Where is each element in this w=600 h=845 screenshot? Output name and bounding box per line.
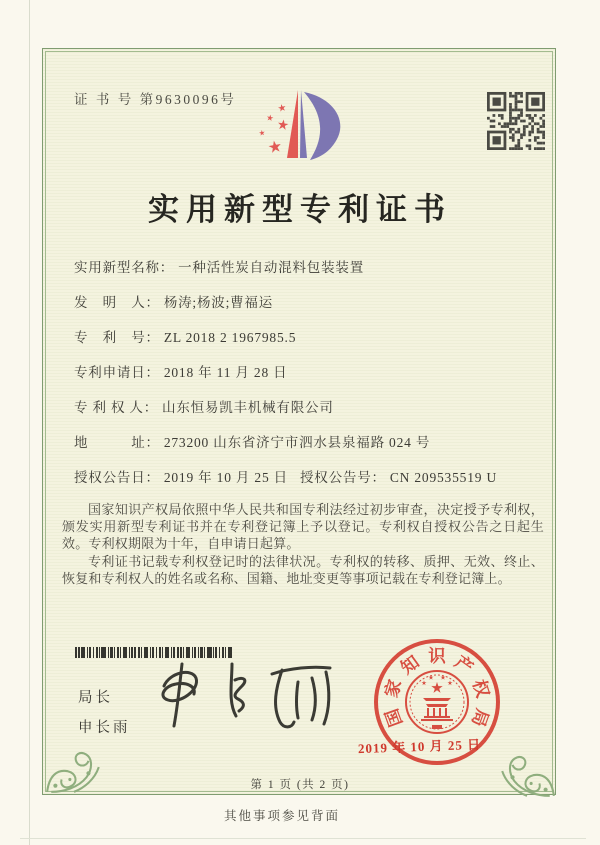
grant-number-pair (300, 468, 497, 488)
seal-date: 2019 年 10 月 25 日 (357, 736, 482, 757)
field-label: 专 利 号： (74, 330, 160, 345)
field-row-filing-date (74, 363, 544, 398)
field-row-patentee (74, 398, 544, 433)
field-value: 山东恒易凯丰机械有限公司 (162, 400, 334, 415)
logo-stars-icon (259, 103, 289, 153)
field-row-grant (74, 468, 544, 503)
field-label: 专 利 权 人： (74, 400, 159, 415)
cnipa-logo-icon (247, 80, 367, 180)
certificate-title: 实用新型专利证书 (148, 192, 452, 227)
field-row-patent-number (74, 328, 544, 363)
field-value: 273200 山东省济宁市泗水县泉福路 024 号 (163, 435, 431, 450)
seal-char: 识 (428, 646, 446, 666)
page-number: 第 1 页 (共 2 页) (250, 779, 350, 791)
seal-char: 知 (397, 651, 423, 679)
certificate-number: 证 书 号 第9630096号 (74, 92, 237, 107)
officer-name: 申长雨 (78, 720, 131, 736)
scan-edge (29, 0, 30, 845)
scan-edge (20, 838, 586, 839)
legal-text (62, 501, 544, 587)
field-row-address (74, 433, 544, 468)
field-list (74, 258, 544, 503)
officer-title: 局长 (78, 690, 113, 706)
legal-paragraph-1: 国家知识产权局依照中华人民共和国专利法经过初步审查，决定授予专利权，颁发实用新型专利证书并在专利登记簿上予以登记。专利权自授权公告之日起生效。专利权期限为十年，自申请日起算。 (62, 502, 544, 552)
qr-code-icon (487, 92, 545, 150)
national-emblem-icon (406, 671, 468, 733)
seal-char: 权 (468, 677, 494, 700)
field-row-utility-model-name (74, 258, 544, 293)
seal-char: 局 (467, 706, 493, 730)
grant-date-value: 2019 年 10 月 25 日 (163, 470, 288, 485)
field-value: 2018 年 11 月 28 日 (163, 365, 288, 380)
field-value: 杨涛;杨波;曹福运 (163, 295, 274, 310)
seal-char: 国 (381, 706, 407, 730)
seal-char: 产 (451, 651, 477, 679)
field-label: 发 明 人： (74, 295, 160, 310)
back-note: 其他事项参见背面 (223, 809, 340, 823)
grant-number-value: CN 209535519 U (389, 470, 498, 485)
grant-date-label: 授权公告日： (74, 470, 160, 485)
field-value: ZL 2018 2 1967985.5 (163, 330, 297, 345)
officer-signature-icon (140, 652, 350, 752)
field-label: 专利申请日： (74, 365, 160, 380)
legal-paragraph-2: 专利证书记载专利权登记时的法律状况。专利权的转移、质押、无效、终止、恢复和专利权人的姓名或名称、国籍、地址变更等事项记载在专利登记簿上。 (62, 553, 544, 586)
field-label: 实用新型名称： (74, 260, 175, 275)
seal-char: 家 (380, 677, 406, 700)
field-label: 地 址： (74, 435, 160, 450)
field-value: 一种活性炭自动混料包装装置 (178, 260, 365, 275)
field-row-inventors (74, 293, 544, 328)
grant-number-label: 授权公告号： (300, 470, 386, 485)
